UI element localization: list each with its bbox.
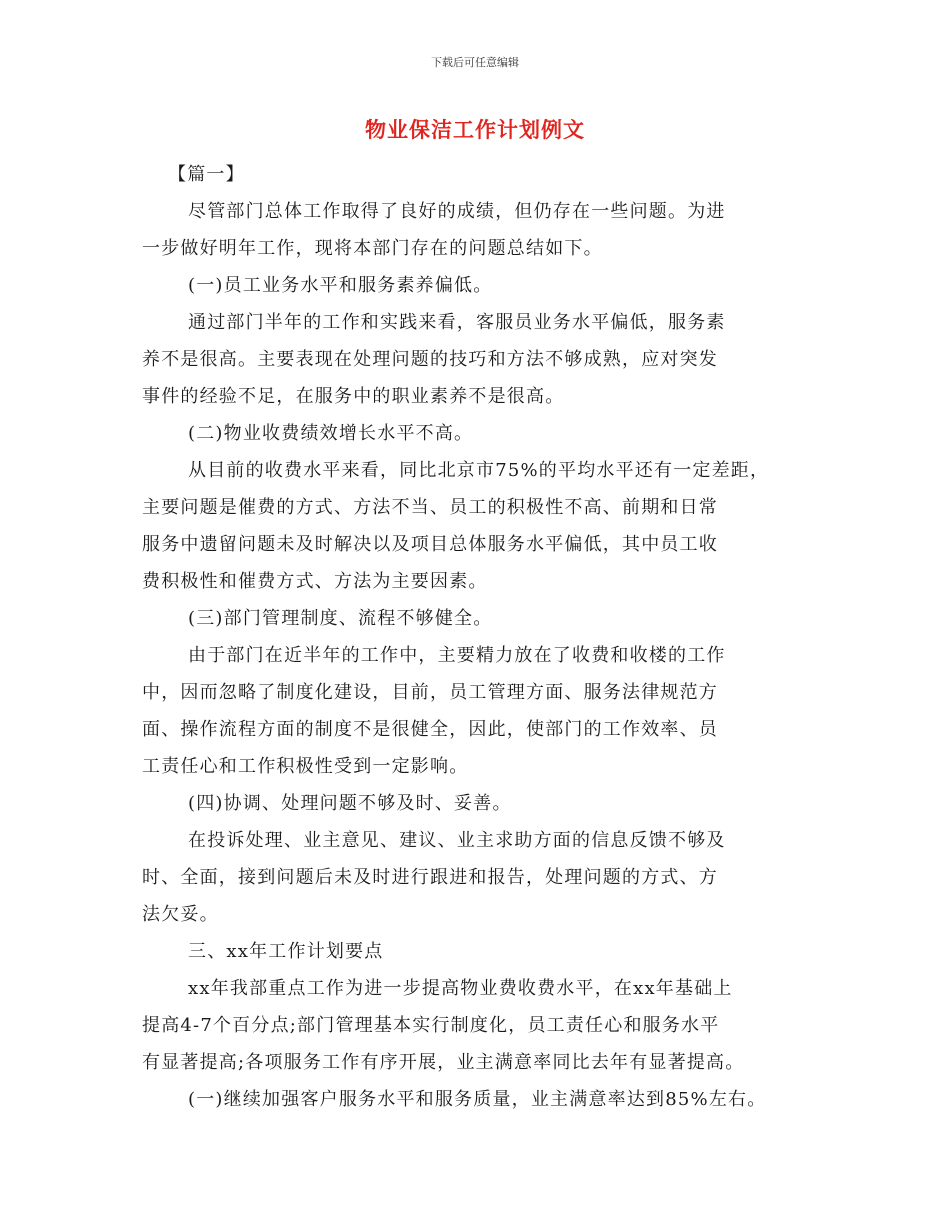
text-line: 从目前的收费水平来看，同比北京市75%的平均水平还有一定差距， bbox=[188, 460, 770, 481]
text-line: 养不是很高。主要表现在处理问题的技巧和方法不够成熟，应对突发 bbox=[142, 349, 718, 370]
text-line: 在投诉处理、业主意见、建议、业主求助方面的信息反馈不够及 bbox=[188, 830, 726, 851]
text-line: 面、操作流程方面的制度不是很健全，因此，使部门的工作效率、员 bbox=[142, 719, 718, 740]
section-heading: 【篇一】 bbox=[168, 164, 245, 185]
text-line: 时、全面，接到问题后未及时进行跟进和报告，处理问题的方式、方 bbox=[142, 867, 718, 888]
text-line: 尽管部门总体工作取得了良好的成绩，但仍存在一些问题。为进 bbox=[188, 201, 726, 222]
text-line: 提高4-7个百分点;部门管理基本实行制度化，员工责任心和服务水平 bbox=[142, 1015, 720, 1036]
text-line: 中，因而忽略了制度化建设，目前，员工管理方面、服务法律规范方 bbox=[142, 682, 718, 703]
text-line: xx年我部重点工作为进一步提高物业费收费水平，在xx年基础上 bbox=[188, 978, 733, 999]
text-line: 服务中遗留问题未及时解决以及项目总体服务水平偏低，其中员工收 bbox=[142, 534, 718, 555]
text-line: (一)继续加强客户服务水平和服务质量，业主满意率达到85%左右。 bbox=[188, 1089, 767, 1110]
text-line: 主要问题是催费的方式、方法不当、员工的积极性不高、前期和日常 bbox=[142, 497, 718, 518]
text-line: 事件的经验不足，在服务中的职业素养不是很高。 bbox=[142, 386, 565, 407]
text-line: 工责任心和工作积极性受到一定影响。 bbox=[142, 756, 469, 777]
text-line: 由于部门在近半年的工作中，主要精力放在了收费和收楼的工作 bbox=[188, 645, 726, 666]
text-line: 法欠妥。 bbox=[142, 904, 219, 925]
header-note: 下载后可任意编辑 bbox=[431, 56, 519, 69]
text-line: (三)部门管理制度、流程不够健全。 bbox=[188, 608, 493, 629]
page-title: 物业保洁工作计划例文 bbox=[365, 117, 585, 142]
text-line: 通过部门半年的工作和实践来看，客服员业务水平偏低，服务素 bbox=[188, 312, 726, 333]
text-line: (四)协调、处理问题不够及时、妥善。 bbox=[188, 793, 512, 814]
text-line: 三、xx年工作计划要点 bbox=[188, 941, 384, 962]
text-line: (一)员工业务水平和服务素养偏低。 bbox=[188, 275, 493, 296]
text-line: 费积极性和催费方式、方法为主要因素。 bbox=[142, 571, 488, 592]
text-line: 一步做好明年工作，现将本部门存在的问题总结如下。 bbox=[142, 238, 603, 259]
text-line: (二)物业收费绩效增长水平不高。 bbox=[188, 423, 474, 444]
text-line: 有显著提高;各项服务工作有序开展，业主满意率同比去年有显著提高。 bbox=[142, 1052, 745, 1073]
document-body bbox=[142, 156, 832, 1118]
